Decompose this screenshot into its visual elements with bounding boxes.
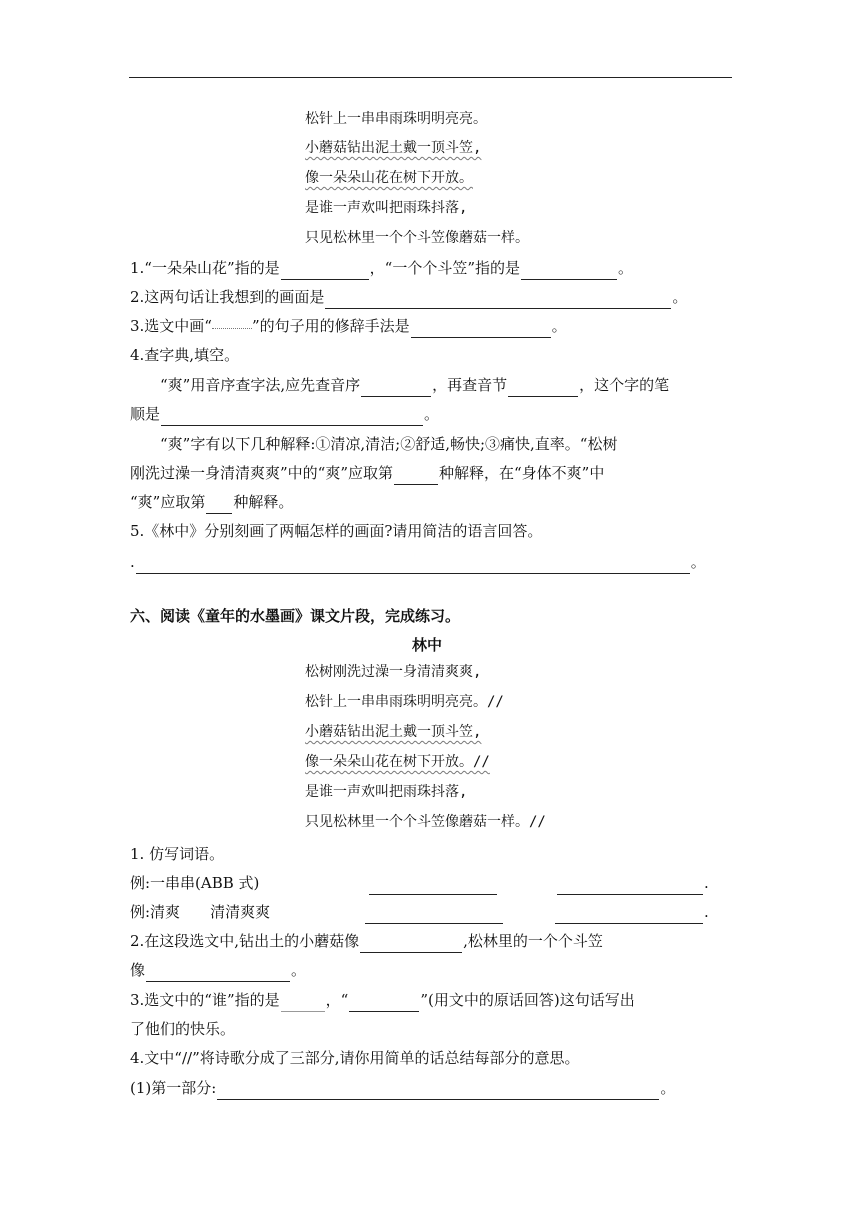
question-3-text-b: ”的句子用的修辞手法是 [251, 317, 410, 335]
answer-blank[interactable] [521, 261, 617, 280]
sub-question-3 [130, 988, 635, 1012]
poem-line-wavy [305, 750, 490, 774]
question-4-text: 。 [424, 405, 440, 423]
sub-question-3-text: 3.选文中的“谁”指的是 [130, 991, 280, 1009]
example-word: 清清爽爽 [210, 903, 271, 921]
question-4-line-4 [130, 461, 604, 485]
sub-question-1-example-1: 例:一串串(ABB 式) [130, 874, 260, 892]
sub-question-2 [130, 929, 603, 953]
question-4-text: ，再查音节 [432, 376, 508, 394]
answer-blank[interactable] [146, 963, 290, 982]
poem-line-wavy: 小蘑菇钻出泥土戴一顶斗笠, [305, 140, 482, 156]
question-2-text-c: 。 [672, 288, 688, 306]
sub-question-2-line-2 [130, 958, 306, 982]
question-4-text: “爽”用音序查字法,应先查音序 [160, 376, 361, 394]
question-4-title: 4.查字典,填空。 [130, 346, 240, 364]
answer-blank[interactable] [281, 993, 325, 1012]
poem-line: 只见松林里一个个斗笠像蘑菇一样。// [305, 814, 546, 830]
answer-blank[interactable] [281, 261, 369, 280]
answer-blank[interactable] [369, 876, 497, 895]
sub-question-1-blanks-1 [368, 871, 709, 895]
answer-blank[interactable] [206, 495, 232, 514]
question-2-text-a: 2.这两句话让我想到的画面是 [130, 288, 325, 306]
question-3-text-c: 。 [551, 317, 567, 335]
sub-question-3-text: ，“ [325, 991, 349, 1009]
sub-question-4-end: 。 [660, 1079, 676, 1097]
wavy-line-mark [212, 318, 252, 329]
end-mark: . [704, 903, 709, 921]
question-3 [130, 314, 567, 338]
answer-blank[interactable] [394, 466, 438, 485]
question-1 [130, 256, 633, 280]
answer-blank[interactable] [161, 407, 423, 426]
sub-question-4-label: (1)第一部分: [130, 1079, 217, 1097]
question-5-answer-line [130, 550, 706, 574]
answer-blank[interactable] [555, 905, 703, 924]
question-2 [130, 285, 687, 309]
sub-question-3-line-2: 了他们的快乐。 [130, 1020, 236, 1038]
poem-line-wavy [305, 720, 481, 744]
question-4-text: “爽”应取第 [130, 493, 206, 511]
poem-line: 只见松林里一个个斗笠像蘑菇一样。 [305, 230, 529, 246]
question-1-text-b: ，“一个个斗笠”指的是 [369, 259, 520, 277]
sub-question-4: 4.文中“//”将诗歌分成了三部分,请你用简单的话总结每部分的意思。 [130, 1049, 580, 1067]
answer-blank[interactable] [557, 876, 703, 895]
sub-question-2-text: 像 [130, 961, 146, 979]
question-4-line-2 [130, 402, 439, 426]
question-4-line-1 [160, 373, 669, 397]
answer-blank[interactable] [411, 319, 551, 338]
answer-blank[interactable] [325, 290, 671, 309]
poem-title: 林中 [412, 636, 443, 654]
sub-question-2-text: 2.在这段选文中,钻出土的小蘑菇像 [130, 932, 360, 950]
question-1-text-c: 。 [618, 259, 634, 277]
question-1-text-a: 1.“一朵朵山花”指的是 [130, 259, 280, 277]
answer-blank[interactable] [361, 378, 431, 397]
answer-blank[interactable] [217, 1081, 659, 1100]
answer-blank[interactable] [365, 905, 503, 924]
question-3-text-a: 3.选文中画“ [130, 317, 212, 335]
question-5: 5.《林中》分别刻画了两幅怎样的画面?请用简洁的语言回答。 [130, 522, 543, 540]
answer-blank[interactable] [508, 378, 578, 397]
answer-blank[interactable] [349, 993, 419, 1012]
sub-question-2-text: ,松林里的一个个斗笠 [463, 932, 603, 950]
answer-blank[interactable] [136, 555, 690, 574]
poem-line: 松针上一串串雨珠明明亮亮。 [305, 111, 487, 127]
header-rule [129, 77, 732, 78]
poem-line: 是谁一声欢叫把雨珠抖落, [305, 200, 468, 216]
sub-question-2-text: 。 [291, 961, 307, 979]
poem-line: 松树刚洗过澡一身清清爽爽, [305, 664, 482, 680]
question-4-line-5 [130, 490, 293, 514]
question-4-text: 刚洗过澡一身清清爽爽”中的“爽”应取第 [130, 464, 394, 482]
question-5-end: 。 [690, 553, 706, 571]
sub-question-4-part-1 [130, 1076, 675, 1100]
poem-line-wavy-text: 小蘑菇钻出泥土戴一顶斗笠, [305, 724, 482, 740]
end-mark: . [704, 874, 709, 892]
section-heading: 六、阅读《童年的水墨画》课文片段，完成练习。 [130, 607, 461, 625]
poem-line: 是谁一声欢叫把雨珠抖落, [305, 784, 468, 800]
question-4-text: ，这个字的笔 [579, 376, 670, 394]
sub-question-1-blanks-2 [364, 900, 709, 924]
question-4-line-3: “爽”字有以下几种解释:①清凉,清洁;②舒适,畅快;③痛快,直率。“松树 [160, 435, 618, 453]
answer-blank[interactable] [360, 934, 462, 953]
question-4-text: 种解释。 [233, 493, 294, 511]
question-5-dot: . [130, 553, 135, 571]
question-4-text: 种解释，在“身体不爽”中 [439, 464, 605, 482]
poem-line-wavy-text: 像一朵朵山花在树下开放。// [305, 754, 490, 770]
sub-question-1-title: 1. 仿写词语。 [130, 845, 225, 863]
sub-question-1-example-2 [130, 900, 270, 924]
example-word: 例:清爽 [130, 903, 181, 921]
sub-question-3-text: ”(用文中的原话回答)这句话写出 [420, 991, 635, 1009]
poem-line: 松针上一串串雨珠明明亮亮。// [305, 694, 504, 710]
poem-line-wavy: 像一朵朵山花在树下开放。 [305, 170, 473, 186]
question-4-text: 顺是 [130, 405, 161, 423]
